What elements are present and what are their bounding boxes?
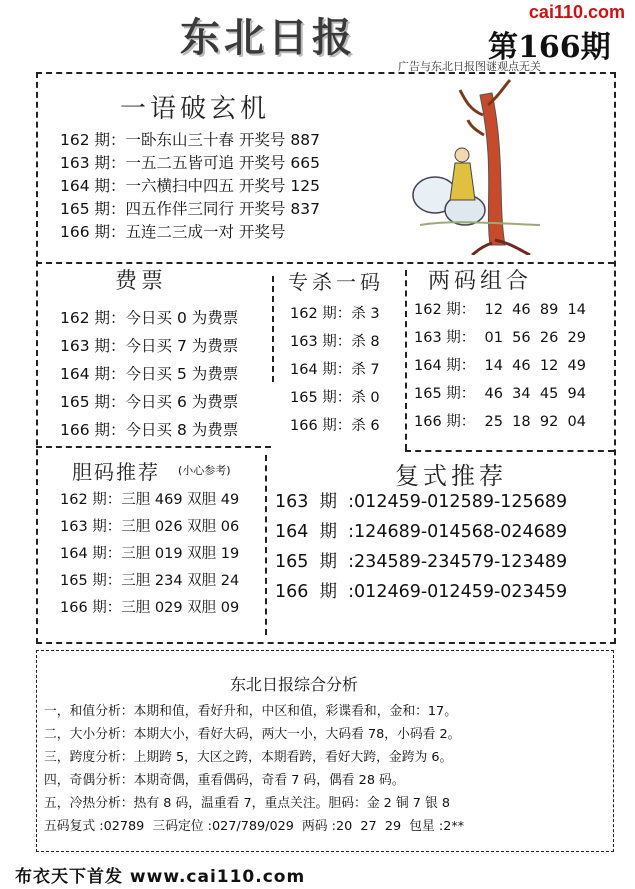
site-watermark: cai110.com <box>528 2 625 22</box>
yiyu-row-165: 165 期：四五作伴三同行 开奖号 837 <box>60 200 320 218</box>
liangma-list <box>414 298 586 438</box>
issue-number: 第166期 <box>488 30 611 65</box>
liangma-heading: 两码组合 <box>428 269 533 294</box>
zhuansha-row-166: 166 期：杀 6 <box>290 418 380 434</box>
fushi-row-165: 165 期 :234589-234579-123489 <box>275 552 568 572</box>
analysis-list <box>44 700 464 838</box>
yiyu-row-162: 162 期：一卧东山三十春 开奖号 887 <box>60 131 320 149</box>
danma-list <box>60 488 239 623</box>
analysis-row-6: 五码复式 :02789 三码定位 :027/789/029 两码 :20 27 29 包星 :2** <box>44 819 465 834</box>
fushi-row-166: 166 期 :012469-012459-023459 <box>275 582 568 602</box>
feipiao-row-166: 166 期：今日买 8 为费票 <box>60 421 239 439</box>
analysis-row-1: 一，和值分析：本期和值，看好升和，中区和值，彩谍看和，金和：17。 <box>44 704 457 719</box>
zhuansha-row-164: 164 期：杀 7 <box>290 362 380 378</box>
danma-row-164: 164 期：三胆 019 双胆 19 <box>60 546 240 562</box>
danma-row-166: 166 期：三胆 029 双胆 09 <box>60 600 240 616</box>
danma-row-162: 162 期：三胆 469 双胆 49 <box>60 492 240 508</box>
newspaper-title: 东北日报 <box>180 14 356 61</box>
yiyu-row-166: 166 期：五连二三成一对 开奖号 <box>60 223 286 241</box>
divider-v3 <box>265 455 267 635</box>
separator-3 <box>405 450 614 452</box>
analysis-row-2: 二，大小分析：本期大小，看好大码，两大一小，大码看 78，小码看 2。 <box>44 727 461 742</box>
zhuansha-row-162: 162 期：杀 3 <box>290 306 380 322</box>
feipiao-row-163: 163 期：今日买 7 为费票 <box>60 337 239 355</box>
liangma-row-164: 164 期： 14 46 12 49 <box>414 358 586 374</box>
feipiao-row-162: 162 期：今日买 0 为费票 <box>60 309 239 327</box>
danma-heading: 胆码推荐 <box>72 460 160 484</box>
divider-v2 <box>405 270 407 450</box>
yiyu-row-163: 163 期：一五二五皆可追 开奖号 665 <box>60 154 320 172</box>
footer-site: 布衣天下首发 www.cai110.com <box>15 867 306 887</box>
fushi-list <box>275 488 567 608</box>
feipiao-row-165: 165 期：今日买 6 为费票 <box>60 393 239 411</box>
danma-row-165: 165 期：三胆 234 双胆 24 <box>60 573 240 589</box>
fushi-row-164: 164 期 :124689-014568-024689 <box>275 522 568 542</box>
feipiao-list <box>60 306 238 446</box>
feipiao-heading: 费票 <box>115 269 168 294</box>
analysis-row-3: 三，跨度分析：上期跨 5，大区之跨，本期看跨，看好大跨，金跨为 6。 <box>44 750 453 765</box>
danma-note: (小心参考) <box>178 464 231 477</box>
yiyu-row-164: 164 期：一六横扫中四五 开奖号 125 <box>60 177 320 195</box>
feipiao-row-164: 164 期：今日买 5 为费票 <box>60 365 239 383</box>
zhuansha-heading: 专杀一码 <box>288 270 384 294</box>
separator-2 <box>36 446 271 448</box>
zhuansha-row-163: 163 期：杀 8 <box>290 334 380 350</box>
fushi-row-163: 163 期 :012459-012589-125689 <box>275 492 568 512</box>
divider-v1 <box>272 276 274 382</box>
danma-row-163: 163 期：三胆 026 双胆 06 <box>60 519 240 535</box>
yiyu-list <box>60 128 320 243</box>
fushi-heading: 复式推荐 <box>395 462 507 490</box>
analysis-row-4: 四，奇偶分析：本期奇偶，重看偶码，奇看 7 码，偶看 28 码。 <box>44 773 405 788</box>
liangma-row-165: 165 期： 46 34 45 94 <box>414 386 586 402</box>
zhuansha-row-165: 165 期：杀 0 <box>290 390 380 406</box>
old-man-tree-illustration <box>380 75 610 255</box>
liangma-row-162: 162 期： 12 46 89 14 <box>414 302 586 318</box>
yiyu-heading: 一语破玄机 <box>120 94 271 124</box>
liangma-row-163: 163 期： 01 56 26 29 <box>414 330 586 346</box>
liangma-row-166: 166 期： 25 18 92 04 <box>414 414 586 430</box>
analysis-heading: 东北日报综合分析 <box>230 675 359 694</box>
analysis-row-5: 五，冷热分析：热有 8 码，温重看 7，重点关注。胆码：金 2 铜 7 银 8 <box>44 796 450 811</box>
zhuansha-list <box>290 302 380 442</box>
disclaimer: 广告与东北日报图谜观点无关 <box>398 60 541 73</box>
